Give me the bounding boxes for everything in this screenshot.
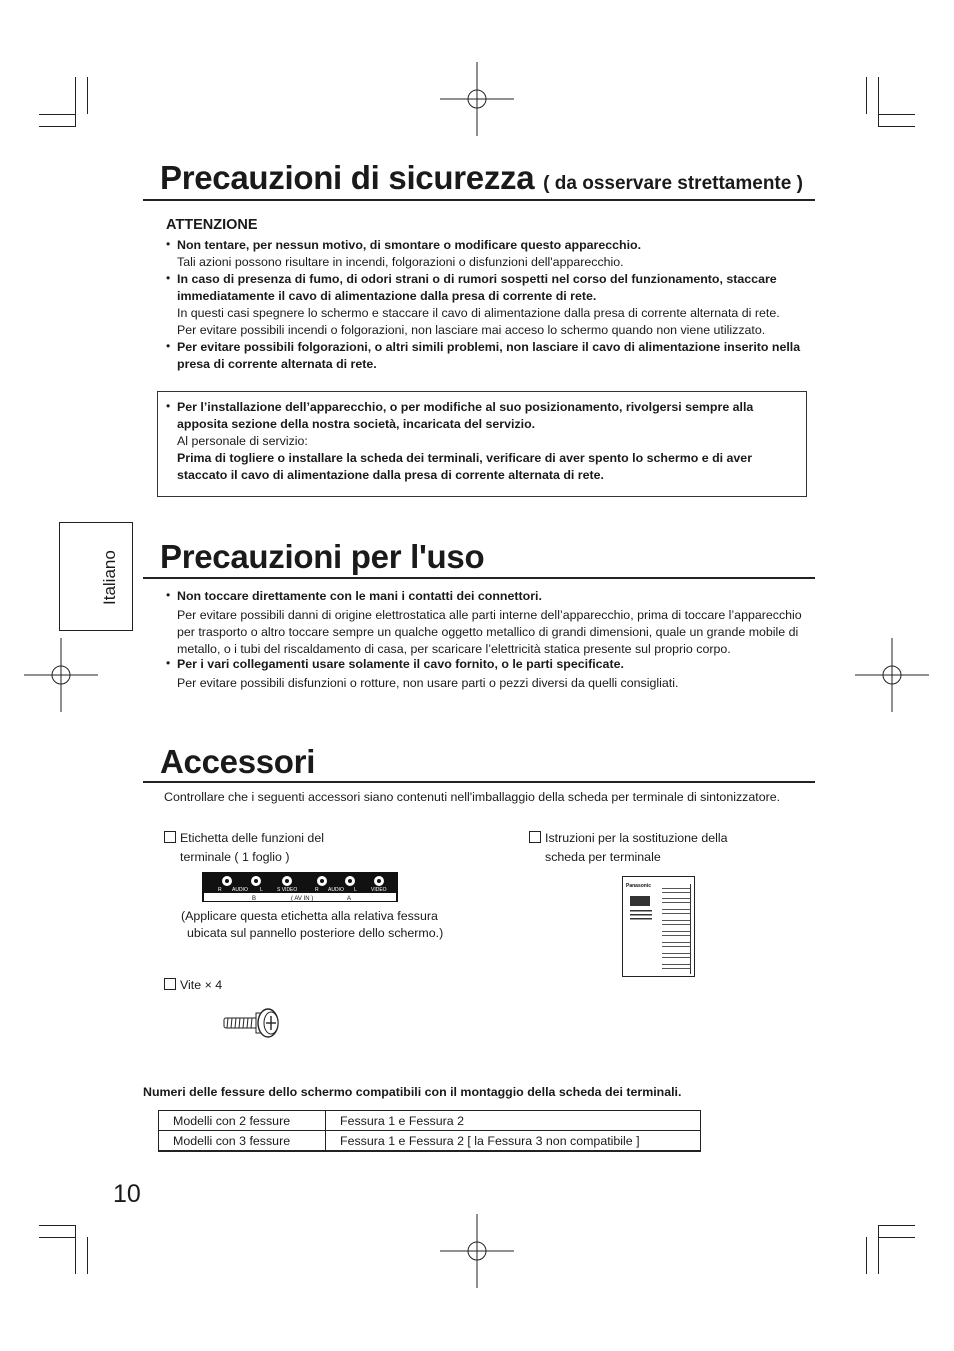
terminal-tag: AUDIO <box>232 887 248 893</box>
warning-item-2-text-1: In questi casi spegnere lo schermo e staccare il cavo di alimentazione dalla presa di corrente alternata di rete. <box>177 306 780 320</box>
use-title-rule <box>143 577 815 579</box>
terminal-label-illustration <box>202 872 398 902</box>
service-box-bold: Per l’installazione dell’apparecchio, o per modifiche al suo posizionamento, rivolgersi sempre alla apposita sezione della nostra società, incaricata del servizio. <box>177 400 754 431</box>
bullet: • <box>166 399 171 413</box>
registration-mark-left <box>24 638 98 712</box>
use-item-1-bold: Non toccare direttamente con le mani i contatti dei connettori. <box>177 589 542 603</box>
accessory-1-line1: Etichetta delle funzioni del <box>180 831 324 845</box>
use-item-2-text: Per evitare possibili disfunzioni o rotture, non usare parti o pezzi diversi da quelli consigliati. <box>177 676 679 690</box>
terminal-tag: AUDIO <box>328 887 344 893</box>
terminal-group-b: B <box>252 896 257 902</box>
bullet: • <box>166 271 171 285</box>
use-item-1 <box>177 588 822 658</box>
warning-item-1 <box>177 237 822 271</box>
terminal-tag: L <box>260 887 263 893</box>
checkbox-icon <box>164 978 176 990</box>
bullet: • <box>166 588 171 602</box>
table-cell-model: Modelli con 2 fessure <box>159 1111 326 1131</box>
warning-item-1-bold: Non tentare, per nessun motivo, di smontare o modificare questo apparecchio. <box>177 238 642 252</box>
accessory-1-note <box>181 908 481 942</box>
safety-title <box>160 161 803 194</box>
screw-icon <box>222 1007 282 1041</box>
terminal-tag: R <box>218 887 222 893</box>
terminal-tag: VIDEO <box>371 887 387 893</box>
accessory-1-note-line1: (Applicare questa etichetta alla relativa fessura <box>181 909 438 923</box>
accessory-screws <box>164 977 222 994</box>
table-row <box>159 1131 701 1152</box>
service-label: Al personale di servizio: <box>177 434 308 448</box>
accessory-instructions <box>529 829 829 867</box>
instruction-sheet-illustration <box>622 876 696 978</box>
terminal-group-a: A <box>347 896 352 902</box>
accessories-intro: Controllare che i seguenti accessori siano contenuti nell'imballaggio della scheda per terminale di sintonizzatore. <box>164 790 781 804</box>
accessory-1-line2: terminale ( 1 foglio ) <box>180 850 290 864</box>
safety-title-rule <box>143 199 815 201</box>
compat-table <box>158 1110 701 1152</box>
registration-mark-right <box>855 638 929 712</box>
bullet: • <box>166 656 171 670</box>
accessories-title-rule <box>143 781 815 783</box>
checkbox-icon <box>529 831 541 843</box>
warning-item-2 <box>177 271 822 339</box>
service-box-content <box>177 399 802 484</box>
table-cell-slots: Fessura 1 e Fessura 2 <box>326 1111 701 1131</box>
accessories-title: Accessori <box>160 743 316 780</box>
bullet: • <box>166 339 171 353</box>
use-item-2-bold: Per i vari collegamenti usare solamente il cavo fornito, o le parti specificate. <box>177 657 624 671</box>
warning-item-1-text: Tali azioni possono risultare in incendi, folgorazioni o disfunzioni dell'apparecchio. <box>177 255 624 269</box>
safety-title-main: Precauzioni di sicurezza <box>160 159 535 196</box>
language-tab <box>59 522 133 631</box>
table-row <box>159 1111 701 1131</box>
registration-mark-bottom <box>440 1214 514 1288</box>
accessory-label-sheet <box>164 829 464 867</box>
table-cell-slots: Fessura 1 e Fessura 2 [ la Fessura 3 non compatibile ] <box>326 1131 701 1152</box>
instruction-sheet-brand: Panasonic <box>626 883 652 889</box>
accessory-3-label: Vite × 4 <box>180 978 223 992</box>
warning-item-2-bold: In caso di presenza di fumo, di odori strani o di rumori sospetti nel corso del funzionamento, staccare immediatamente il cavo di alimentazione dalla presa di corrente di rete. <box>177 272 777 303</box>
warning-item-3: Per evitare possibili folgorazioni, o altri simili problemi, non lasciare il cavo di alimentazione inserito nella presa di corrente alternata di rete. <box>177 340 801 371</box>
terminal-tag: R <box>315 887 319 893</box>
accessory-2-line2: scheda per terminale <box>545 850 661 864</box>
safety-subtitle: ( da osservare strettamente ) <box>543 173 803 194</box>
bullet: • <box>166 237 171 251</box>
use-item-1-text: Per evitare possibili danni di origine elettrostatica alle parti interne dell’apparecchio, prima di toccare l’apparecchio per trasporto o altro toccare sempre un qualche oggetto metallico di grandi dimensioni, quale un grande mobile di metallo, o i tubi del riscaldamento di casa, per scaricare l’elettricità statica presente sul proprio corpo. <box>177 608 802 656</box>
accessory-1-note-line2: ubicata sul pannello posteriore dello schermo.) <box>187 926 444 940</box>
use-title: Precauzioni per l'uso <box>160 538 485 575</box>
terminal-tag: S VIDEO <box>277 887 298 893</box>
page-number: 10 <box>113 1180 141 1208</box>
table-cell-model: Modelli con 3 fessure <box>159 1131 326 1152</box>
service-instructions: Prima di togliere o installare la scheda dei terminali, verificare di aver spento lo schermo e di aver staccato il cavo di alimentazione dalla presa di corrente alternata di rete. <box>177 451 753 482</box>
terminal-group-av-in: ( AV IN ) <box>291 896 314 902</box>
language-tab-label: Italiano <box>100 550 119 605</box>
use-item-2 <box>177 656 822 692</box>
terminal-tag: L <box>354 887 357 893</box>
accessory-2-line1: Istruzioni per la sostituzione della <box>545 831 728 845</box>
registration-mark-top <box>440 62 514 136</box>
checkbox-icon <box>164 831 176 843</box>
warning-heading: ATTENZIONE <box>166 217 258 233</box>
compat-heading: Numeri delle fessure dello schermo compatibili con il montaggio della scheda dei terminali. <box>143 1085 682 1099</box>
warning-item-2-text-2: Per evitare possibili incendi o folgorazioni, non lasciare mai acceso lo schermo quando non viene utilizzato. <box>177 323 766 337</box>
